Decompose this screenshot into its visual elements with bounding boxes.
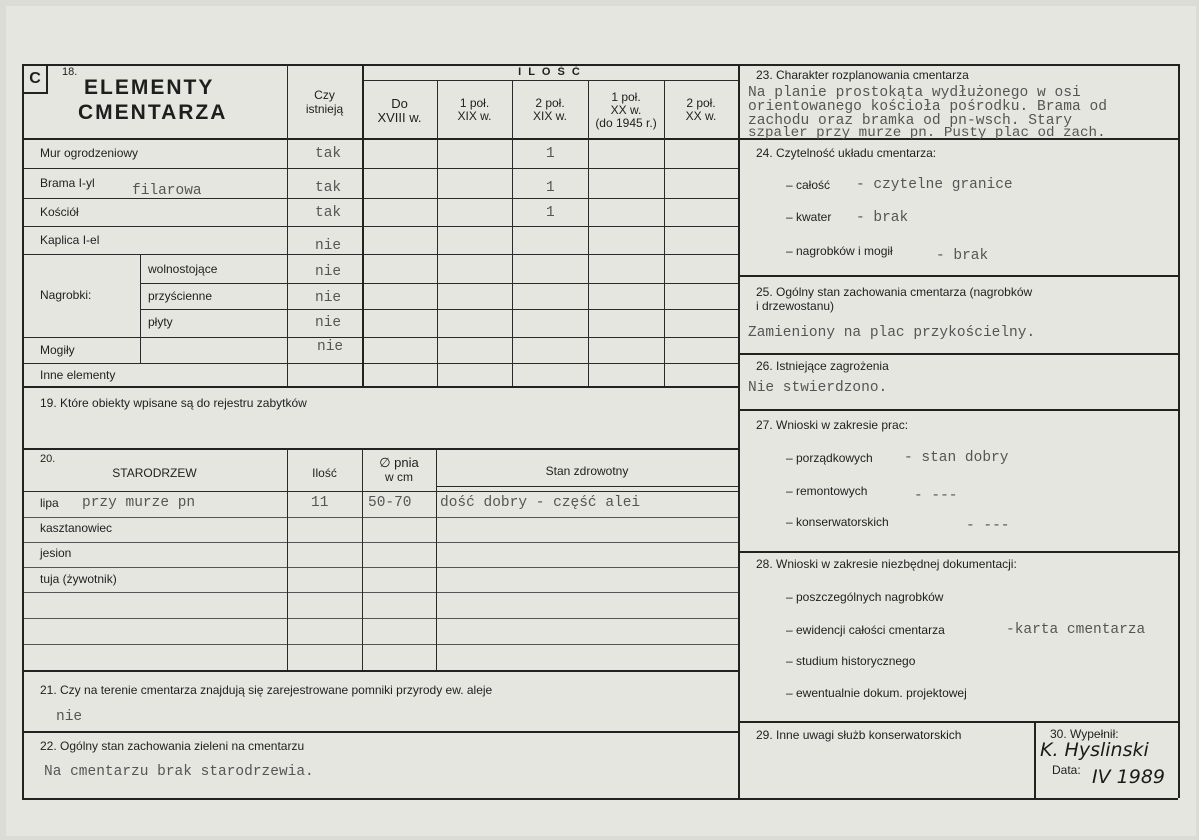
q25-answer: Zamieniony na plac przykościelny. [748, 325, 1036, 341]
header-col-xviii-2: XVIII w. [377, 110, 422, 125]
header-col-1pol-xx-3: (do 1945 r.) [595, 116, 657, 130]
section-18-title-line2: CMENTARZA [78, 101, 228, 124]
row-nagrobki-przyscienne: przyścienne [148, 289, 213, 303]
header-col-2pol-xx-2: XX w. [685, 109, 717, 123]
header-col-1pol-xix-1: 1 poł. [459, 96, 490, 110]
header-diameter-1: ∅ pnia [379, 455, 419, 470]
q25-label-line2: i drzewostanu) [756, 299, 835, 313]
q23-line2: orientowanego kościoła pośrodku. Brama od [748, 99, 1108, 115]
tree-lipa-state: dość dobry - część alei [440, 495, 641, 511]
q30-date-label: Data: [1052, 763, 1081, 777]
q25-label-line1: 25. Ogólny stan zachowania cmentarza (nagrobków [756, 285, 1033, 299]
tree-kasztanowiec-name: kasztanowiec [40, 521, 113, 535]
q24-kwater-value: - brak [856, 210, 909, 226]
header-diameter-2: w cm [385, 470, 413, 484]
q21-label: 21. Czy na terenie cmentarza znajdują się zarejestrowane pomniki przyrody ew. aleje [40, 683, 493, 697]
header-health-state: Stan zdrowotny [545, 464, 629, 478]
row-brama-label: Brama I-yl [40, 176, 95, 190]
section-18-number: 18. [62, 66, 78, 78]
q24-label: 24. Czytelność układu cmentarza: [756, 146, 937, 160]
q27-konserwatorskich-value: - --- [966, 518, 1010, 534]
row-mogily-exists: nie [317, 339, 344, 355]
q26-label: 26. Istniejące zagrożenia [756, 359, 889, 373]
header-col-1pol-xx-1: 1 poł. [611, 90, 641, 104]
q27-konserwatorskich: – konserwatorskich [786, 515, 889, 529]
q27-porzadkowych-value: - stan dobry [904, 450, 1009, 466]
section-18-title-line1: ELEMENTY [84, 76, 215, 99]
q23-line1: Na planie prostokąta wydłużonego w osi [748, 85, 1081, 101]
tree-lipa-name: lipa [40, 496, 59, 510]
row-nagrobki-przyscienne-exists: nie [315, 290, 342, 306]
q22-label: 22. Ogólny stan zachowania zieleni na cmentarzu [40, 739, 305, 753]
row-nagrobki-plyty-exists: nie [315, 315, 342, 331]
header-col-2pol-xix-1: 2 poł. [535, 96, 565, 110]
record-card [6, 6, 1196, 836]
header-col-2pol-xix-2: XIX w. [532, 109, 567, 123]
q24-nagrobkow: – nagrobków i mogił [786, 244, 893, 258]
q23-line4: szpaler przy murze pn. Pusty plac od zach. [748, 125, 1106, 141]
tree-lipa-count: 11 [311, 495, 329, 511]
row-mur-exists: tak [315, 146, 342, 162]
q26-answer: Nie stwierdzono. [748, 380, 888, 396]
q28-item3: – studium historycznego [786, 654, 916, 668]
q30-date: IV 1989 [1092, 766, 1165, 788]
row-nagrobki-plyty: płyty [148, 315, 173, 329]
q28-item2-value: -karta cmentarza [1006, 622, 1146, 638]
row-brama-note: filarowa [132, 183, 202, 199]
row-kosciol-count: 1 [546, 205, 555, 221]
row-kosciol-exists: tak [315, 205, 342, 221]
q28-label: 28. Wnioski w zakresie niezbędnej dokumentacji: [756, 557, 1017, 571]
row-mur-label: Mur ogrodzeniowy [40, 146, 139, 160]
q27-label: 27. Wnioski w zakresie prac: [756, 418, 909, 432]
header-col-1pol-xix-2: XIX w. [457, 109, 492, 123]
q24-nagrobkow-value: - brak [936, 248, 989, 264]
q29-label: 29. Inne uwagi służb konserwatorskich [756, 728, 962, 742]
q24-calosc-value: - czytelne granice [856, 177, 1013, 193]
header-czy-istnieja-1: Czy [314, 88, 335, 102]
row-brama-count: 1 [546, 180, 555, 196]
q27-remontowych: – remontowych [786, 484, 868, 498]
row-mogily-label: Mogiły [40, 343, 75, 357]
q24-calosc: – całość [786, 178, 831, 192]
row-mur-count: 1 [546, 146, 555, 162]
q28-item2: – ewidencji całości cmentarza [786, 623, 945, 637]
q27-remontowych-value: - --- [914, 488, 958, 504]
section-badge [22, 64, 48, 94]
q23-label: 23. Charakter rozplanowania cmentarza [756, 68, 969, 82]
row-brama-exists: tak [315, 180, 342, 196]
q27-porzadkowych: – porządkowych [786, 451, 873, 465]
q21-answer: nie [56, 709, 83, 725]
header-col-xviii-1: Do [391, 96, 408, 111]
tree-jesion-name: jesion [40, 546, 72, 560]
q19-label: 19. Które obiekty wpisane są do rejestru zabytków [40, 396, 307, 410]
row-nagrobki-label: Nagrobki: [40, 288, 92, 302]
tree-tuja-name: tuja (żywotnik) [40, 572, 117, 586]
row-kaplica-exists: nie [315, 238, 342, 254]
section-badge-letter: C [29, 70, 41, 87]
header-ilosc: I L O Ś Ć [518, 66, 582, 78]
q24-kwater: – kwater [786, 210, 832, 224]
q30-label: 30. Wypełnił: [1050, 727, 1119, 741]
tree-lipa-diameter: 50-70 [368, 495, 412, 511]
header-czy-istnieja-2: istnieją [305, 102, 344, 116]
row-nagrobki-wolnostojace-exists: nie [315, 264, 342, 280]
header-starodrzew: STARODRZEW [112, 466, 197, 480]
q28-item4: – ewentualnie dokum. projektowej [786, 686, 967, 700]
q30-filled-by: K. Hyslinski [1040, 739, 1149, 761]
q28-item1: – poszczególnych nagrobków [786, 590, 944, 604]
tree-lipa-note: przy murze pn [82, 495, 196, 511]
header-col-1pol-xx-2: XX w. [610, 103, 642, 117]
q23-line3: zachodu oraz bramka od pn-wsch. Stary [748, 113, 1073, 129]
section-20-number: 20. [40, 453, 56, 465]
row-nagrobki-wolnostojace: wolnostojące [148, 262, 218, 276]
row-inne-label: Inne elementy [40, 368, 116, 382]
row-kaplica-label: Kaplica I-el [40, 233, 100, 247]
header-tree-count: Ilość [312, 466, 337, 480]
header-col-2pol-xx-1: 2 poł. [686, 96, 716, 110]
q22-answer: Na cmentarzu brak starodrzewia. [44, 764, 314, 780]
row-kosciol-label: Kościół [40, 205, 79, 219]
